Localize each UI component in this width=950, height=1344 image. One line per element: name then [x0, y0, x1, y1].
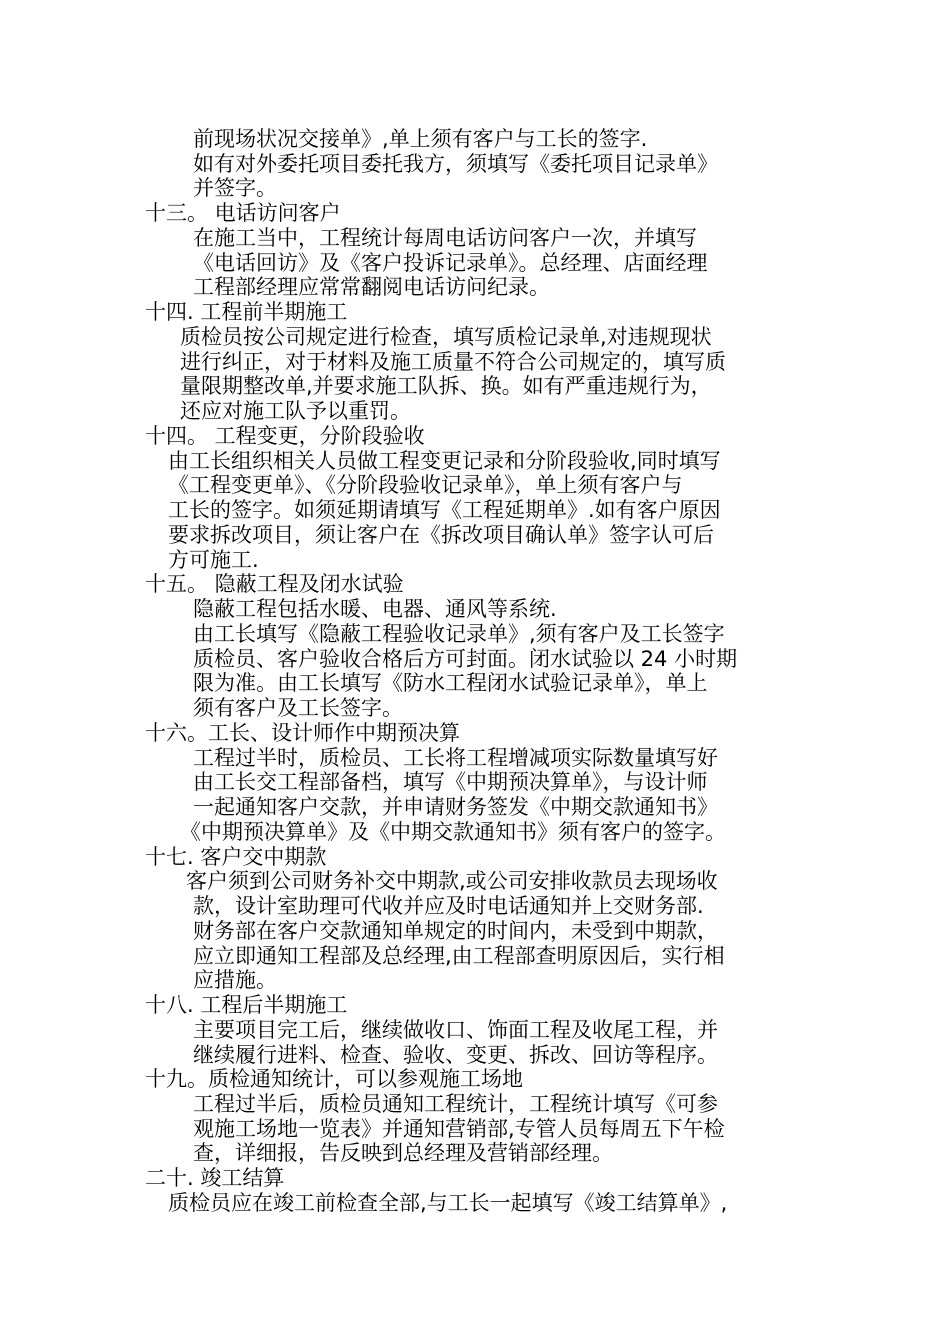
body-line: 质检员、客户验收合格后方可封面。闭水试验以 24 小时期: [193, 647, 738, 671]
body-line: 方可施工.: [168, 548, 259, 572]
body-line: 《中期预决算单》及《中期交款通知书》须有客户的签字。: [180, 820, 726, 844]
section-heading-16: 十六。工长、设计师作中期预决算: [145, 721, 460, 745]
body-line: 应立即通知工程部及总经理,由工程部查明原因后，实行相: [193, 944, 725, 968]
body-line: 由工长填写《隐蔽工程验收记录单》,须有客户及工长签字: [193, 622, 725, 646]
section-heading-13: 十三。 电话访问客户: [145, 201, 341, 225]
body-line: 工程部经理应常常翻阅电话访问纪录。: [193, 275, 550, 299]
body-line: 工程过半后，质检员通知工程统计，工程统计填写《可参: [193, 1092, 718, 1116]
section-heading-20: 二十. 竣工结算: [145, 1166, 285, 1190]
section-heading-15: 十五。 隐蔽工程及闭水试验: [145, 572, 404, 596]
section-heading-18: 十八. 工程后半期施工: [145, 993, 348, 1017]
section-heading-14a: 十四. 工程前半期施工: [145, 300, 348, 324]
body-line: 查，详细报，告反映到总经理及营销部经理。: [193, 1141, 613, 1165]
body-line: 客户须到公司财务补交中期款,或公司安排收款员去现场收: [186, 869, 718, 893]
body-line: 要求拆改项目，须让客户在《拆改项目确认单》签字认可后: [168, 523, 714, 547]
body-line: 工程过半时，质检员、工长将工程增减项实际数量填写好: [193, 746, 718, 770]
body-line: 观施工场地一览表》并通知营销部,专管人员每周五下午检: [193, 1117, 725, 1141]
body-line: 在施工当中，工程统计每周电话访问客户一次，并填写: [193, 226, 697, 250]
body-line: 财务部在客户交款通知单规定的时间内，未受到中期款，: [193, 919, 718, 943]
section-heading-19: 十九。质检通知统计，可以参观施工场地: [145, 1067, 523, 1091]
body-line: 由工长组织相关人员做工程变更记录和分阶段验收,同时填写: [168, 449, 721, 473]
body-line: 前现场状况交接单》,单上须有客户与工长的签字.: [193, 127, 648, 151]
body-line: 继续履行进料、检查、验收、变更、拆改、回访等程序。: [193, 1043, 718, 1067]
body-line: 进行纠正，对于材料及施工质量不符合公司规定的，填写质: [180, 350, 726, 374]
section-heading-14b: 十四。 工程变更，分阶段验收: [145, 424, 425, 448]
body-line: 由工长交工程部备档，填写《中期预决算单》，与设计师: [193, 770, 708, 794]
body-line: 工长的签字。如须延期请填写《工程延期单》.如有客户原因: [168, 498, 721, 522]
body-line: 限为准。由工长填写《防水工程闭水试验记录单》，单上: [193, 671, 708, 695]
body-line: 隐蔽工程包括水暖、电器、通风等系统.: [193, 597, 557, 621]
section-heading-17: 十七. 客户交中期款: [145, 845, 327, 869]
body-line: 质检员应在竣工前检查全部,与工长一起填写《竣工结算单》,: [168, 1191, 728, 1215]
body-line: 主要项目完工后，继续做收口、饰面工程及收尾工程，并: [193, 1018, 718, 1042]
body-line: 并签字。: [193, 176, 277, 200]
body-line: 质检员按公司规定进行检查，填写质检记录单,对违规现状: [180, 325, 712, 349]
body-line: 《电话回访》及《客户投诉记录单》。总经理、店面经理: [193, 251, 708, 275]
body-line: 一起通知客户交款，并申请财务签发《中期交款通知书》: [193, 795, 718, 819]
body-line: 款，设计室助理可代收并应及时电话通知并上交财务部.: [193, 894, 704, 918]
body-line: 量限期整改单,并要求施工队拆、换。如有严重违规行为，: [180, 374, 712, 398]
body-line: 《工程变更单》、《分阶段验收记录单》，单上须有客户与: [168, 473, 683, 497]
body-line: 应措施。: [193, 968, 277, 992]
body-line: 如有对外委托项目委托我方，须填写《委托项目记录单》: [193, 152, 718, 176]
body-line: 还应对施工队予以重罚。: [180, 399, 411, 423]
body-line: 须有客户及工长签字。: [193, 696, 403, 720]
